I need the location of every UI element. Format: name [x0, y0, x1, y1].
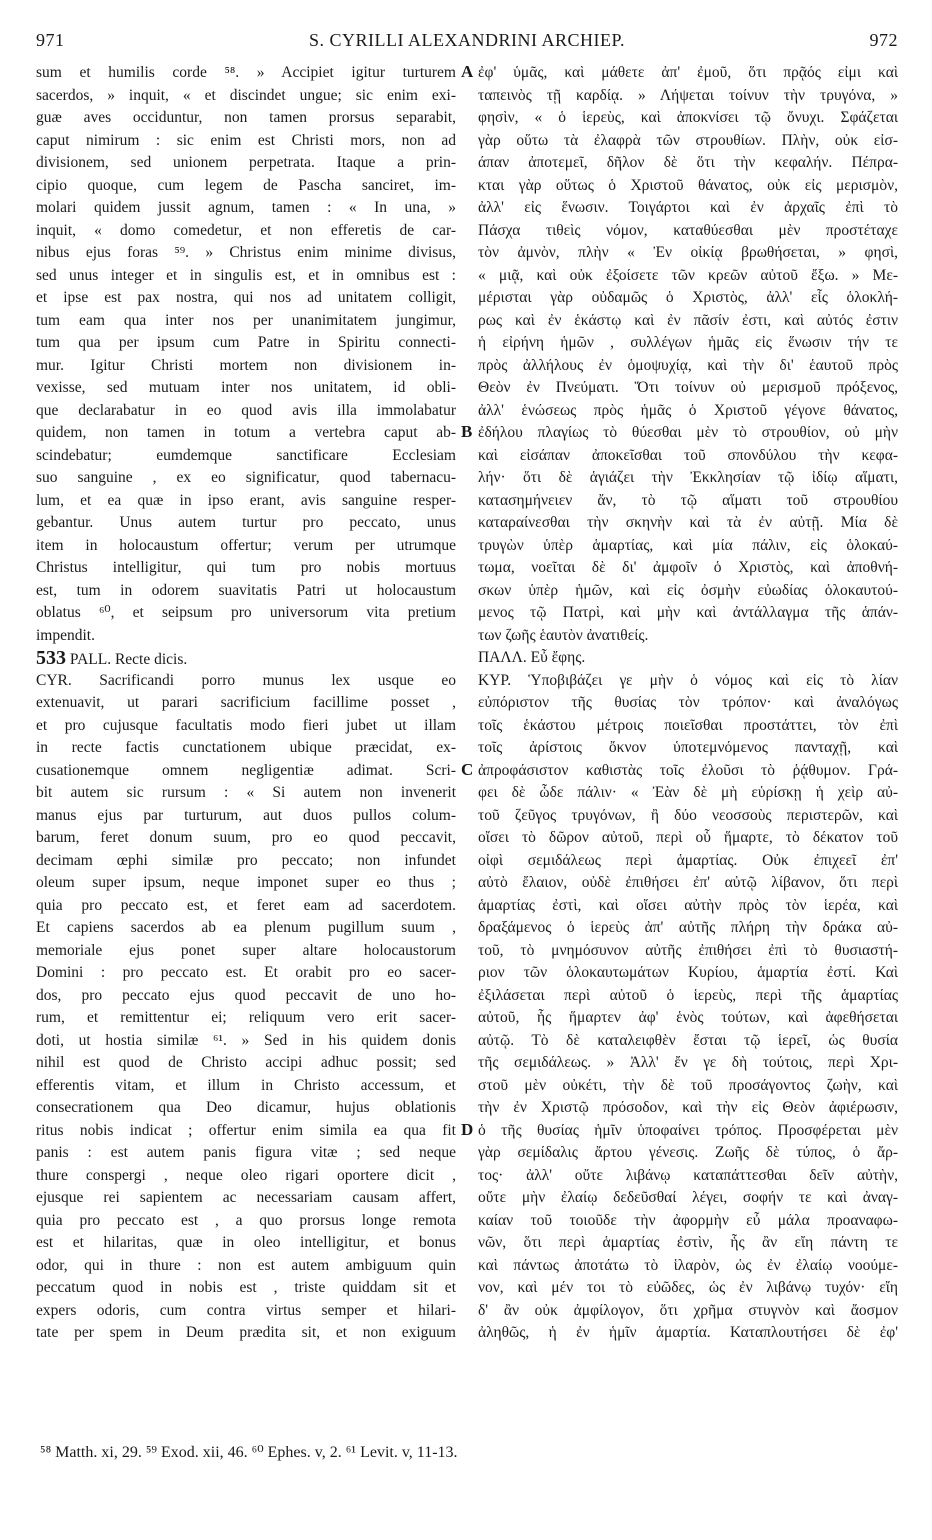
- greek-line: ΠΑΛΛ. Εὖ ἔφης.: [478, 649, 586, 666]
- greek-line: ἀλλ' εἰς ἕνωσιν. Τοιγάρτοι καὶ ἐν ἀρχαῖς ἐπὶ τὸ: [478, 199, 898, 216]
- greek-line: καὶ εἰσάπαν ἀποκεῖσθαι τοῦ σπονδύλου τὴν κεφα-: [478, 446, 898, 464]
- greek-line: γὰρ οὕτω τὰ ἐλαφρὰ τῶν στρουθίων. Πλὴν, οὐκ εἰσ-: [478, 131, 898, 149]
- greek-line: μέρισται γὰρ οὐδαμῶς ὁ Χριστὸς, ἀλλ' εἷς ὁλοκλή-: [478, 289, 898, 306]
- latin-line: suo sanguine , ex eo significatur, quod tabernacu-: [36, 469, 456, 486]
- latin-line: sacerdos, » inquit, « et discindet ungue; sic enim exi-: [36, 86, 456, 104]
- latin-line: panis : est autem panis figura vitæ ; sed neque: [36, 1144, 456, 1161]
- greek-line: ἀπροφάσιστον καθιστὰς τοῖς ἐλοῦσι τὸ ῥᾴθυμον. Γρά-: [478, 761, 898, 779]
- latin-line: gebantur. Unus autem turtur pro peccato, unus: [36, 514, 456, 531]
- latin-line: efferentis vitam, et illum in Christo accessum, et: [36, 1076, 456, 1094]
- greek-line: ρως καὶ ἐν ἑκάστῳ καὶ ἐν πᾶσίν ἐστι, καὶ αὐτός ἐστιν: [478, 311, 898, 329]
- latin-line: oblatus ⁶⁰, et seipsum pro universorum vita pretium: [36, 604, 456, 621]
- greek-line: οἰφὶ σεμιδάλεως περὶ ἁμαρτίας. Οὐκ ἐπιχεεῖ ἐπ': [478, 851, 898, 869]
- greek-line: τὴν ἐν Χριστῷ πρόσοδον, καὶ τὴν εἰς Θεὸν ἀφιέρωσιν,: [478, 1099, 898, 1116]
- latin-line: lum, et ea quæ in ipso erant, avis sanguine resper-: [36, 491, 456, 509]
- margin-marker-b: B: [461, 422, 473, 441]
- latin-line: scindebatur; eumdemque sanctificare Ecclesiam: [36, 446, 456, 464]
- greek-line: ὁ τῆς θυσίας ἡμῖν ὑποφαίνει τρόπος. Προσφέρεται μὲν: [478, 1121, 898, 1139]
- latin-line: in recte factis cunctationem ubique præcidat, ex-: [36, 739, 456, 756]
- greek-line: ἀλλ' ἑνώσεως πρὸς ἡμᾶς ὁ Χριστοῦ γέγονε θάνατος,: [478, 401, 898, 419]
- greek-line: τοῦ, τὸ μνημόσυνον αὐτῆς ἐπιθήσει ἐπὶ τὸ θυσιαστή-: [478, 941, 898, 959]
- greek-line: στοῦ μὲν οὐκέτι, τὴν δὲ τοῦ προσάγοντος ζωὴν, καὶ: [478, 1076, 898, 1094]
- greek-line: κται γὰρ οὕτως ὁ Χριστοῦ θάνατος, οὐκ εἰς μερισμὸν,: [478, 176, 898, 194]
- latin-line: guæ aves occiduntur, non tamen prorsus separabit,: [36, 109, 456, 126]
- greek-line: καὶ πάντως ἀποτάτω τὸ ἱλαρὸν, ὡς ἐν ἐλαίῳ νοούμε-: [478, 1256, 898, 1274]
- margin-marker-a: A: [461, 62, 474, 81]
- latin-line: dos, pro peccato ejus quod peccavit de uno ho-: [36, 986, 456, 1004]
- greek-line: αὐτὸ ἔλαιον, οὐδὲ ἐπιθήσει ἐπ' αὐτῷ λίβανον, ὅτι περὶ: [478, 874, 898, 891]
- margin-marker-c: C: [461, 760, 474, 779]
- latin-line: extenuavit, ut parari sacrificium facillime posset ,: [36, 694, 456, 711]
- latin-line: est et hilaritas, quæ in oleo intelligitur, et bonus: [36, 1234, 456, 1251]
- right-column-number: 972: [869, 30, 898, 50]
- column-number-533: 533: [36, 647, 66, 669]
- left-column-number: 971: [36, 30, 65, 50]
- greek-line: οἴσει τὸ δῶρον αὐτοῦ, περὶ οὗ ἥμαρτε, τὸ δέκατον τοῦ: [478, 829, 898, 846]
- latin-line: decimam œphi similæ pro peccato; non infundet: [36, 851, 456, 869]
- latin-line: Et capiens sacerdos ab ea plenum pugillum suum ,: [36, 919, 456, 936]
- latin-line: memoriale ejus ponet super altare holocaustorum: [36, 941, 456, 959]
- latin-line: et pro cujusque facultatis modo fieri jubet ut illam: [36, 716, 456, 734]
- greek-line: λήν· ὅτι δὲ ἁγιάζει τὴν Ἐκκλησίαν τῷ ἰδίῳ αἵματι,: [478, 469, 898, 486]
- latin-line: sum et humilis corde ⁵⁸. » Accipiet igitur turturem: [36, 64, 456, 81]
- greek-line: άπαν ἀποτεμεῖ, δῆλον δὲ ὅτι τὴν κεφαλήν. Πέπρα-: [478, 154, 898, 171]
- latin-line: est, tum in odorem suavitatis Patri ut holocaustum: [36, 581, 456, 599]
- greek-line: οὔτε μὴν ἐλαίῳ δεδεῦσθαί λέγει, σοφήν τε καὶ ἀναγ-: [478, 1189, 898, 1206]
- greek-line: νον, καὶ μέν τοι τὸ εὐῶδες, ὡς ἐν λιβάνῳ τυχόν· εἴη: [478, 1279, 898, 1296]
- greek-line: τὸν ἀμνὸν, πλὴν « Ἐν οἰκίᾳ βρωθήσεται, » φησὶ,: [478, 244, 898, 261]
- latin-line: tum eam qua inter nos per unanimitatem jungimur,: [36, 311, 456, 329]
- latin-line: Domini : pro peccato est. Et orabit pro eo sacer-: [36, 964, 456, 981]
- greek-line: κατασημήνειεν ἄν, τὸ τῷ αἵματι τοῦ στρουθίου: [478, 491, 898, 509]
- latin-line: nibus ejus foras ⁵⁹. » Christus enim minime divisus,: [36, 244, 456, 261]
- latin-line: thure conspergi , neque oleo rigari oportere dicit ,: [36, 1166, 456, 1184]
- latin-line: barum, feret donum suum, pro eo quod peccavit,: [36, 829, 456, 846]
- latin-line: quia pro peccato est , a quo prorsus longe remota: [36, 1211, 456, 1229]
- latin-line: sed unus integer et in singulis est, et in omnibus est :: [36, 266, 456, 284]
- greek-line: πρὸς ἀλλήλους ἐν ὁμοψυχίᾳ, καὶ τὴν δι' ἑαυτοῦ πρὸς: [478, 356, 898, 374]
- greek-line: ἐδήλου πλαγίως τὸ θύεσθαι μὲν τὸ στρουθίον, οὐ μὴν: [478, 424, 898, 441]
- greek-line: ἁμαρτίας ἐστὶ, καὶ οἴσει αὐτὴν πρὸς τὸν ἱερέα, καὶ: [478, 896, 898, 914]
- latin-line: manus ejus par turturum, aut duos pullos colum-: [36, 806, 456, 824]
- greek-line: δραξάμενος ὁ ἱερεὺς ἀπ' αὐτῆς πλήρη τὴν δράκα αὐ-: [478, 919, 898, 936]
- greek-line: σκων ὑπὲρ ἡμῶν, καὶ εἰς ὀσμὴν εὐωδίας ὁλοκαυτού-: [478, 581, 898, 599]
- greek-line: τος· ἀλλ' οὔτε λιβάνῳ καταπάττεσθαι δεῖν αὐτὴν,: [478, 1166, 898, 1184]
- greek-line: τοῖς ἀρίστοις ὄκνον ὑποτεμνόμενος πανταχῇ, καὶ: [478, 739, 898, 756]
- latin-line: inquit, « domo comedetur, et non efferetis de car-: [36, 221, 456, 239]
- greek-line: αὐτοῦ, ἧς ἥμαρτεν ἀφ' ἑνὸς τούτων, καὶ ἀφεθήσεται: [478, 1009, 898, 1026]
- latin-line: que declarabatur in eo quod avis illa immolabatur: [36, 401, 456, 419]
- latin-line: cipio quoque, cum legem de Pascha sanciret, im-: [36, 176, 456, 194]
- greek-line: τοῖς ἑκάστου μέτροις ποιεῖσθαι προστάττει, τὸν ἐπὶ: [478, 716, 898, 734]
- latin-line: peccatum quod in nobis est , triste quiddam sit et: [36, 1279, 456, 1296]
- latin-line: et ipse est pax nostra, qui nos ad unitatem colligit,: [36, 289, 456, 306]
- latin-line: divisionem, sed unionem perpetrata. Itaque a prin-: [36, 154, 456, 171]
- latin-text-column: [36, 62, 456, 1345]
- latin-line: consecrationem qua Deo dicamur, hujus oblationis: [36, 1099, 456, 1116]
- latin-line: mur. Igitur Christi mortem non divisionem in-: [36, 356, 456, 374]
- latin-line: doti, ut hostia similæ ⁶¹. » Sed in his quidem donis: [36, 1031, 456, 1049]
- greek-line: ριον τῶν ὁλοκαυτωμάτων Κυρίου, ἁμαρτία ἐστί. Καὶ: [478, 964, 898, 981]
- latin-line: ritus nobis indicat ; offertur enim simila ea qua fit: [36, 1121, 456, 1139]
- latin-line: item in holocaustum offertur; verum per utrumque: [36, 536, 456, 554]
- greek-line: νῶν, ὅτι περὶ ἁμαρτίας ἐστὶν, ἧς ἂν εἴη πάντη τε: [478, 1234, 898, 1251]
- latin-line: nihil est quod de Christo accipi adhuc possit; sed: [36, 1054, 456, 1071]
- latin-line: odor, qui in thure : non est autem ambiguum quin: [36, 1256, 456, 1274]
- latin-line: caput nimirum : sic enim est Christi mors, non ad: [36, 131, 456, 149]
- latin-line: tate per spem in Deum prædita sit, et non exiguum: [36, 1324, 456, 1341]
- greek-line: φησὶν, « ὁ ἱερεὺς, καὶ ἀποκνίσει τῷ ὄνυχι. Σφάζεται: [478, 109, 898, 126]
- latin-line: bit autem sic rursum : « Si autem non invenerit: [36, 784, 456, 801]
- greek-text-column: [478, 62, 898, 1345]
- latin-line: CYR. Sacrificandi porro munus lex usque eo: [36, 671, 456, 689]
- greek-line: αὐτῷ. Τὸ δὲ καταλειφθὲν ἔσται τῷ ἱερεῖ, ὡς θυσία: [478, 1031, 898, 1049]
- greek-line: ἐξιλάσεται περὶ αὐτοῦ ὁ ἱερεὺς, περὶ τῆς ἁμαρτίας: [478, 986, 898, 1004]
- greek-line: φει δὲ ὧδε πάλιν· « Ἐὰν δὲ μὴ εὑρίσκῃ ἡ χεὶρ αὐ-: [478, 784, 898, 801]
- greek-line: δ' ἂν οὐκ ἀμφίλογον, ὅτι χρῆμα στυγνὸν καὶ ἄοσμον: [478, 1301, 898, 1319]
- greek-line: των ζωῆς ἑαυτὸν ἀνατιθείς.: [478, 626, 649, 644]
- greek-line: Πάσχα τιθεὶς νόμον, καταθύεσθαι μὲν προστέταχε: [478, 221, 898, 239]
- latin-line: quia pro peccato est, et feret eam ad sacerdotem.: [36, 896, 456, 914]
- latin-line: ejusque rei sapientem ac necessariam causam affert,: [36, 1189, 456, 1206]
- greek-line: τρυγὼν ὑπὲρ ἁμαρτίας, καὶ μία πάλιν, εἰς ὁλοκαύ-: [478, 536, 898, 554]
- latin-line: vexisse, sed mutuam inter nos unitatem, id obli-: [36, 379, 456, 396]
- latin-line: tum qua per ipsum cum Patre in Spiritu connecti-: [36, 334, 456, 351]
- latin-line: impendit.: [36, 626, 95, 644]
- greek-line: ΚΥΡ. Ὑποβιβάζει γε μὴν ὁ νόμος καὶ εἰς τὸ λίαν: [478, 671, 898, 689]
- latin-line: expers odoris, cum contra virtus semper et hilari-: [36, 1301, 456, 1319]
- running-title: S. CYRILLI ALEXANDRINI ARCHIEP.: [308, 30, 625, 50]
- greek-line: ταπεινὸς τῇ καρδίᾳ. » Λήψεται τοίνυν τὴν τρυγόνα, »: [478, 86, 898, 104]
- greek-line: τοῦ ζεῦγος τρυγόνων, ἢ δύο νεοσσοὺς περιστερῶν, καὶ: [478, 806, 898, 824]
- latin-line: rum, et remittentur ei; reliquum vero erit sacer-: [36, 1009, 456, 1026]
- greek-line: ἀληθῶς, ἡ ἐν ἡμῖν ἁμαρτία. Καταπλουτήσει δὲ ἐφ': [478, 1324, 898, 1341]
- footnotes: ⁵⁸ Matth. xi, 29. ⁵⁹ Exod. xii, 46. ⁶⁰ Ephes. v, 2. ⁶¹ Levit. v, 11-13.: [40, 1444, 458, 1461]
- latin-line: 533 PALL. Recte dicis.: [36, 647, 188, 669]
- greek-line: « μιᾷ, καὶ οὐκ ἐξοίσετε τῶν κρεῶν αὐτοῦ ἔξω. » Με-: [478, 266, 898, 284]
- latin-line: cusationemque omnem negligentiæ adimat. Scri-: [36, 761, 456, 779]
- greek-line: Θεὸν ἐν Πνεύματι. Ὅτι τοίνυν οὐ μερισμοῦ πρόξενος,: [478, 379, 898, 396]
- latin-line: molari quidem jussit agnum, tamen : « In una, »: [36, 199, 456, 216]
- latin-line: Christus intelligitur, qui tum pro nobis mortuus: [36, 559, 456, 576]
- greek-line: τῆς σεμιδάλεως. » Ἀλλ' ἔν γε δὴ τούτοις, περὶ Χρι-: [478, 1054, 898, 1071]
- latin-line: quidem, non tamen in totum a vertebra caput ab-: [36, 424, 456, 441]
- greek-line: ἐφ' ὑμᾶς, καὶ μάθετε ἀπ' ἐμοῦ, ὅτι πρᾷός εἰμι καὶ: [478, 64, 898, 81]
- greek-line: γὰρ σεμίδαλις ἄρτου γένεσις. Ζωῆς δὲ τύπος, ὁ ἄρ-: [478, 1144, 898, 1161]
- running-header: [36, 30, 898, 58]
- margin-marker-d: D: [461, 1120, 474, 1139]
- greek-line: ἡ εἰρήνη ἡμῶν , συλλέγων ἡμᾶς εἰς ἕνωσιν τήν τε: [478, 334, 898, 351]
- greek-line: μενος τῷ Πατρὶ, καὶ μὴν καὶ ἀντάλλαγμα τῆς ἁπάν-: [478, 604, 898, 621]
- latin-line: oleum super ipsum, neque imponet super eo thus ;: [36, 874, 456, 891]
- greek-line: καταραίνεσθαι τὴν σκηνὴν καὶ τὰ ἐν αὐτῇ. Μία δὲ: [478, 514, 898, 531]
- greek-line: τωμα, νοεῖται δὲ δι' ἀμφοῖν ὁ Χριστὸς, καὶ ἀποθνή-: [478, 559, 898, 576]
- greek-line: εὐπόριστον τῆς θυσίας τὸν τρόπον· καὶ ἀναλόγως: [478, 694, 898, 711]
- greek-line: καίαν τοῦ τοιοῦδε τὴν ἀφορμὴν εὖ μάλα προαναφω-: [478, 1211, 898, 1229]
